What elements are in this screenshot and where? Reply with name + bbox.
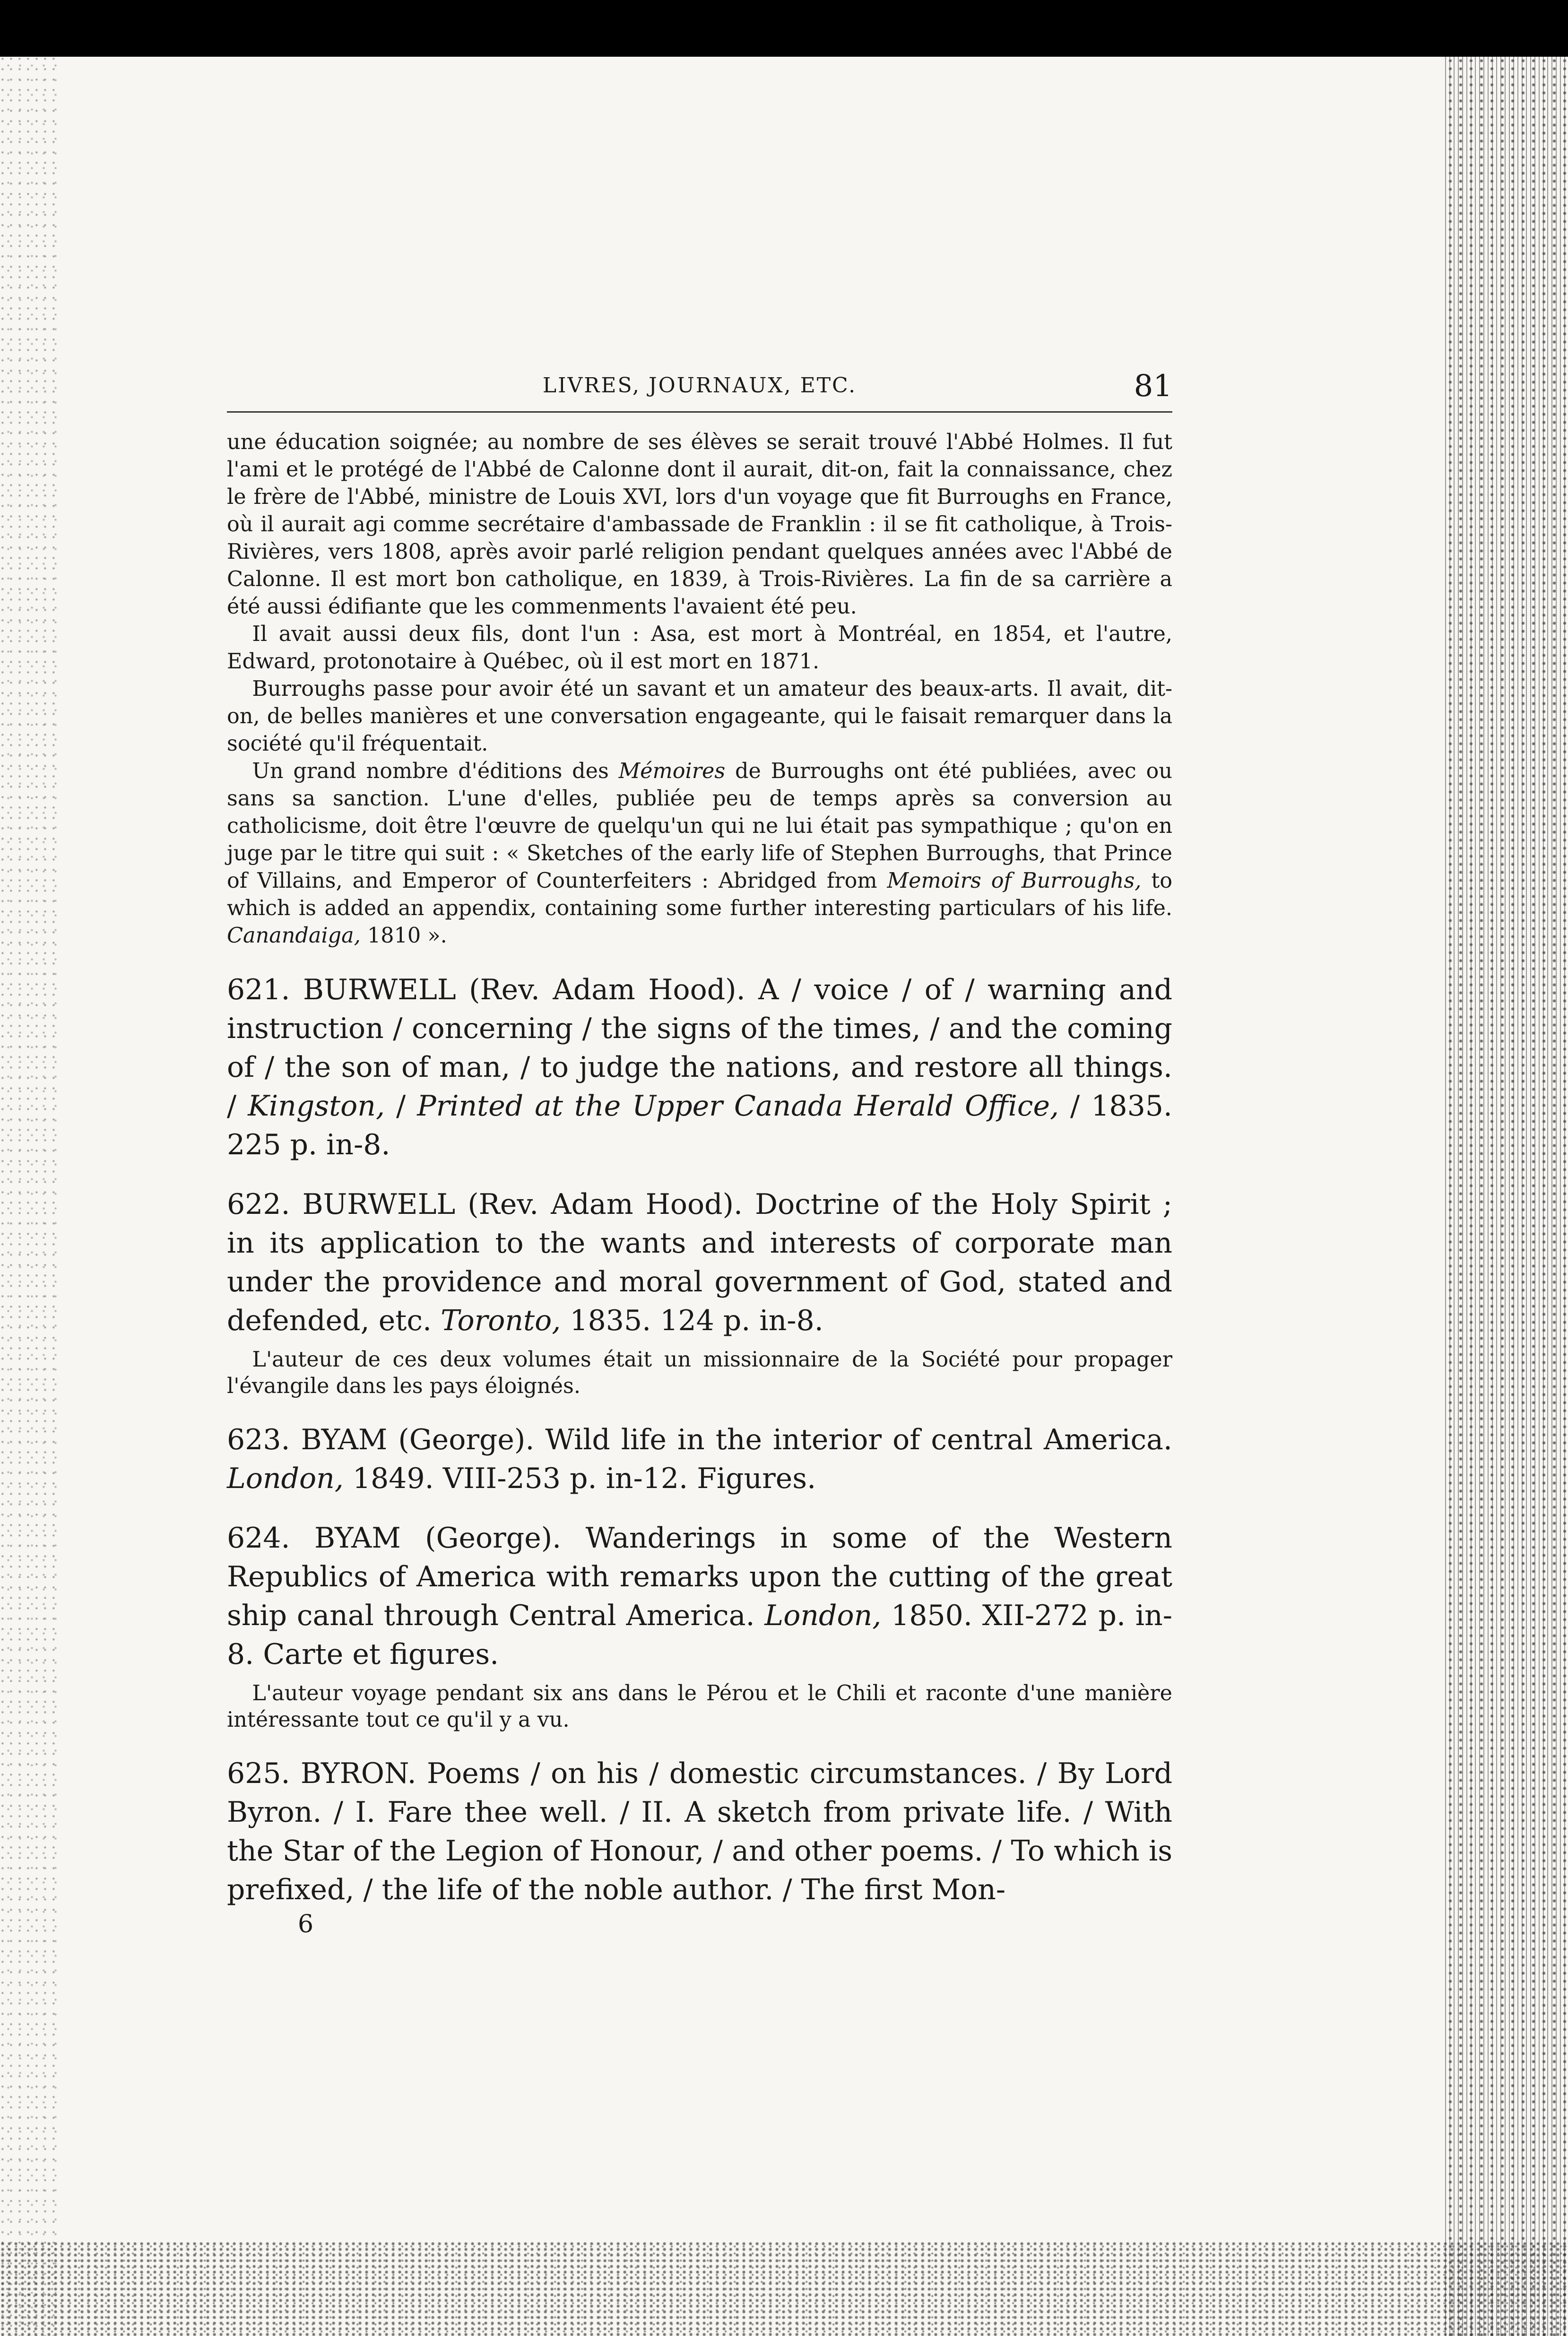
entry-note: L'auteur de ces deux volumes était un missionnaire de la Société pour propager l'évangile dans les pays éloignés. bbox=[227, 1348, 1172, 1398]
note-paragraph: une éducation soignée; au nombre de ses élèves se serait trouvé l'Abbé Holmes. Il fut l'ami et le protégé de l'Abbé de Calonne dont il aurait, dit-on, fait la connaissance, chez le frère de l'Abbé, ministre de Louis XVI, lors d'un voyage que fit Burroughs en France, où il aurait agi comme secrétaire d'ambassade de Franklin : il se fit catholique, à Trois-Rivières, vers 1808, après avoir parlé religion pendant quelques années avec l'Abbé de Calonne. Il est mort bon catholique, en 1839, à Trois-Rivières. La fin de sa carrière a été aussi édifiante que les commenments l'avaient été peu. bbox=[227, 430, 1172, 619]
italic-place: London, bbox=[227, 1462, 344, 1495]
bibliography-entry-623 bbox=[227, 1420, 1172, 1498]
entry-text bbox=[227, 1519, 1172, 1674]
note-paragraph bbox=[227, 758, 1172, 950]
running-title: LIVRES, JOURNAUX, ETC. bbox=[542, 373, 857, 398]
text-run: 1835. 124 p. in-8. bbox=[561, 1304, 823, 1337]
text-run: Un grand nombre d'éditions des bbox=[252, 759, 619, 783]
italic-place: London, bbox=[764, 1599, 882, 1632]
scan-edge-bottom bbox=[0, 2241, 1568, 2336]
running-head bbox=[227, 369, 1172, 413]
text-run: 1810 ». bbox=[360, 924, 447, 948]
bibliography-entry-621 bbox=[227, 970, 1172, 1164]
page-content bbox=[227, 369, 1172, 1938]
italic-title: Memoirs of Burroughs, bbox=[887, 869, 1142, 893]
text-run: / 1835. 225 p. in-8. bbox=[227, 1090, 1172, 1161]
text-run: 623. BYAM (George). Wild life in the interior of central America. bbox=[227, 1423, 1172, 1456]
bibliography-entry-624 bbox=[227, 1519, 1172, 1733]
scan-edge-right bbox=[1445, 57, 1568, 2336]
page-number: 81 bbox=[1134, 369, 1172, 404]
text-run: de Burroughs ont été publiées, avec ou sans sa sanction. L'une d'elles, publiée peu de temps après sa conversion au catholicisme, doit être l'œuvre de quelqu'un qui ne lui était pas sympathique ; qu'on en juge par le titre qui suit : « Sketches of the early life of Stephen Burroughs, that Prince of Villains, and Emperor of Counterfeiters : Abridged from bbox=[227, 759, 1172, 893]
entry-text bbox=[227, 970, 1172, 1164]
italic-title: Mémoires bbox=[618, 759, 726, 783]
entry-note: L'auteur voyage pendant six ans dans le Pérou et le Chili et raconte d'une manière intéressante tout ce qu'il y a vu. bbox=[227, 1681, 1172, 1732]
text-run: 1849. VIII-253 p. in-12. Figures. bbox=[343, 1462, 816, 1495]
text-run: 621. BURWELL (Rev. Adam Hood). A / voice / of / warning and instruction / concerning / the signs of the times, / and the coming of / the son of man, / to judge the nations, and restore all things. / bbox=[227, 973, 1172, 1123]
text-run: to which is added an appendix, containing some further interesting particulars of his life. bbox=[227, 869, 1172, 920]
bibliography-entry-625 bbox=[227, 1754, 1172, 1909]
italic-publisher: Printed at the Upper Canada Herald Office, bbox=[417, 1090, 1059, 1123]
entry-text bbox=[227, 1420, 1172, 1498]
italic-place: Canandaiga, bbox=[227, 924, 361, 948]
entry-text bbox=[227, 1185, 1172, 1340]
italic-place: Kingston, bbox=[248, 1090, 385, 1123]
text-run: 1850. XII-272 p. in-8. Carte et figures. bbox=[227, 1599, 1172, 1671]
text-run: 622. BURWELL (Rev. Adam Hood). Doctrine of the Holy Spirit ; in its application to the wants and interests of corporate man under the providence and moral government of God, stated and defended, etc. bbox=[227, 1188, 1172, 1337]
scan-edge-left bbox=[0, 57, 57, 2336]
entry-text: 625. BYRON. Poems / on his / domestic circumstances. / By Lord Byron. / I. Fare thee well. / II. A sketch from private life. / With the Star of the Legion of Honour, / and other poems. / To which is prefixed, / the life of the noble author. / The first Mon- bbox=[227, 1757, 1172, 1906]
note-paragraph: Il avait aussi deux fils, dont l'un : Asa, est mort à Montréal, en 1854, et l'autre, Edward, protonotaire à Québec, où il est mort en 1871. bbox=[227, 622, 1172, 674]
text-run: / bbox=[385, 1090, 417, 1123]
book-page bbox=[0, 57, 1568, 2336]
signature-mark: 6 bbox=[298, 1910, 314, 1938]
bibliography-entry-622 bbox=[227, 1185, 1172, 1400]
italic-place: Toronto, bbox=[441, 1304, 561, 1337]
text-run: 624. BYAM (George). Wanderings in some of the Western Republics of America with remarks upon the cutting of the great ship canal through Central America. bbox=[227, 1522, 1172, 1632]
continued-note bbox=[227, 429, 1172, 950]
note-paragraph: Burroughs passe pour avoir été un savant et un amateur des beaux-arts. Il avait, dit-on, de belles manières et une conversation engageante, qui le faisait remarquer dans la société qu'il fréquentait. bbox=[227, 677, 1172, 756]
